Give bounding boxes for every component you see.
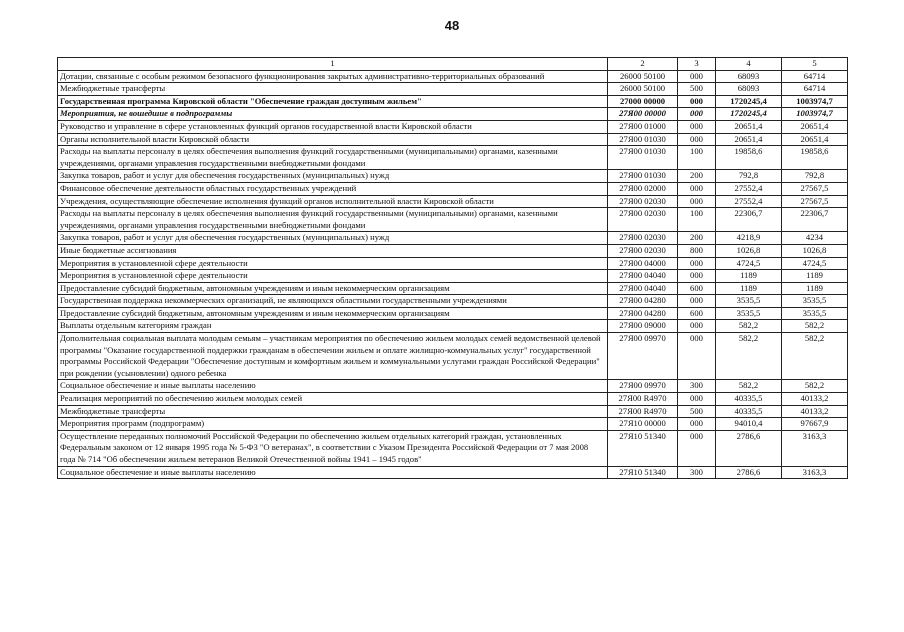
row-name: Расходы на выплаты персоналу в целях обеспечения выполнения функций государственными (муниципальными) органами, казенными учреждениями, органами управления государственными внебюджетными фондами [58, 146, 608, 170]
row-code: 27Я00 04040 [608, 282, 678, 295]
row-value-col4: 1720245,4 [716, 108, 782, 121]
row-value-col4: 22306,7 [716, 208, 782, 232]
row-value-col5: 582,2 [782, 380, 848, 393]
table-row [58, 320, 848, 333]
row-value-col4: 27552,4 [716, 195, 782, 208]
row-name: Дополнительная социальная выплата молодым семьям – участникам мероприятия по обеспечению жильем молодых семей ведомственной целевой программы "Оказание государственной поддержки гражданам в обеспечении жильем и оплате жилищно-коммунальных услуг" государственной программы Российской Федерации "Обеспечение доступным и комфортным жильем и коммунальными услугами граждан Российской Федерации" при рождении (усыновлении) одного ребенка [58, 333, 608, 380]
row-name: Выплаты отдельным категориям граждан [58, 320, 608, 333]
row-name: Закупка товаров, работ и услуг для обеспечения государственных (муниципальных) нужд [58, 170, 608, 183]
row-value-col4: 1189 [716, 270, 782, 283]
table-row [58, 270, 848, 283]
header-col-2: 2 [608, 58, 678, 71]
row-value-col5: 20651,4 [782, 120, 848, 133]
row-value-col4: 20651,4 [716, 133, 782, 146]
row-expense-type: 000 [678, 95, 716, 108]
row-code: 27Я00 01000 [608, 120, 678, 133]
row-expense-type: 000 [678, 182, 716, 195]
row-value-col5: 3535,5 [782, 295, 848, 308]
row-expense-type: 000 [678, 120, 716, 133]
row-expense-type: 300 [678, 380, 716, 393]
table-row [58, 418, 848, 431]
table-row [58, 108, 848, 121]
table-row [58, 182, 848, 195]
row-name: Финансовое обеспечение деятельности областных государственных учреждений [58, 182, 608, 195]
header-col-1: 1 [58, 58, 608, 71]
table-row [58, 295, 848, 308]
table-row [58, 244, 848, 257]
row-value-col5: 3535,5 [782, 307, 848, 320]
row-name: Дотации, связанные с особым режимом безопасного функционирования закрытых административно-территориальных образований [58, 70, 608, 83]
row-expense-type: 000 [678, 133, 716, 146]
row-value-col4: 1189 [716, 282, 782, 295]
row-value-col4: 20651,4 [716, 120, 782, 133]
table-row [58, 133, 848, 146]
table-row [58, 208, 848, 232]
row-name: Предоставление субсидий бюджетным, автономным учреждениям и иным некоммерческим организациям [58, 282, 608, 295]
row-name: Осуществление переданных полномочий Российской Федерации по обеспечению жильем отдельных категорий граждан, установленных Федеральным законом от 12 января 1995 года № 5-ФЗ "О ветеранах", в соответствии с Указом Президента Российской Федерации от 7 мая 2008 года № 714 "Об обеспечении жильем ветеранов Великой Отечественной войны 1941 – 1945 годов" [58, 430, 608, 466]
table-header-row [58, 58, 848, 71]
row-expense-type: 000 [678, 257, 716, 270]
row-expense-type: 200 [678, 232, 716, 245]
row-name: Закупка товаров, работ и услуг для обеспечения государственных (муниципальных) нужд [58, 232, 608, 245]
row-value-col5: 1026,8 [782, 244, 848, 257]
row-value-col5: 40133,2 [782, 405, 848, 418]
row-value-col4: 1026,8 [716, 244, 782, 257]
row-value-col5: 1189 [782, 282, 848, 295]
table-row [58, 95, 848, 108]
table-row [58, 282, 848, 295]
table-row [58, 146, 848, 170]
row-value-col4: 792,8 [716, 170, 782, 183]
row-name: Мероприятия программ (подпрограмм) [58, 418, 608, 431]
row-expense-type: 200 [678, 170, 716, 183]
row-code: 27Я00 04280 [608, 307, 678, 320]
row-value-col5: 40133,2 [782, 393, 848, 406]
row-value-col4: 4724,5 [716, 257, 782, 270]
row-code: 27Я10 51340 [608, 430, 678, 466]
row-name: Социальное обеспечение и иные выплаты населению [58, 380, 608, 393]
row-code: 27Я00 R4970 [608, 393, 678, 406]
row-code: 27Я00 02000 [608, 182, 678, 195]
row-code: 26000 50100 [608, 83, 678, 96]
row-name: Учреждения, осуществляющие обеспечение исполнения функций органов исполнительной власти Кировской области [58, 195, 608, 208]
row-name: Предоставление субсидий бюджетным, автономным учреждениям и иным некоммерческим организациям [58, 307, 608, 320]
table-row [58, 466, 848, 479]
row-value-col5: 20651,4 [782, 133, 848, 146]
row-value-col5: 27567,5 [782, 195, 848, 208]
row-value-col4: 582,2 [716, 320, 782, 333]
row-expense-type: 000 [678, 333, 716, 380]
row-value-col4: 94010,4 [716, 418, 782, 431]
row-code: 27Я00 01030 [608, 146, 678, 170]
row-name: Иные бюджетные ассигнования [58, 244, 608, 257]
table-row [58, 232, 848, 245]
row-code: 27Я00 04280 [608, 295, 678, 308]
row-value-col5: 582,2 [782, 320, 848, 333]
page-number: 48 [444, 18, 460, 33]
row-value-col4: 3535,5 [716, 307, 782, 320]
table-row [58, 333, 848, 380]
row-code: 27Я00 02030 [608, 244, 678, 257]
row-code: 27Я00 R4970 [608, 405, 678, 418]
header-col-5: 5 [782, 58, 848, 71]
table-row [58, 70, 848, 83]
row-value-col5: 64714 [782, 70, 848, 83]
row-expense-type: 100 [678, 146, 716, 170]
row-expense-type: 500 [678, 83, 716, 96]
table-row [58, 83, 848, 96]
row-expense-type: 000 [678, 70, 716, 83]
table-row [58, 380, 848, 393]
row-code: 27Я00 09970 [608, 333, 678, 380]
row-expense-type: 500 [678, 405, 716, 418]
header-col-3: 3 [678, 58, 716, 71]
table-row [58, 307, 848, 320]
row-name: Межбюджетные трансферты [58, 405, 608, 418]
header-col-4: 4 [716, 58, 782, 71]
row-value-col5: 97667,9 [782, 418, 848, 431]
row-name: Мероприятия, не вошедшие в подпрограммы [58, 108, 608, 121]
table-row [58, 393, 848, 406]
row-expense-type: 000 [678, 393, 716, 406]
row-name: Межбюджетные трансферты [58, 83, 608, 96]
row-value-col5: 4724,5 [782, 257, 848, 270]
row-value-col4: 27552,4 [716, 182, 782, 195]
row-code: 26000 50100 [608, 70, 678, 83]
table-row [58, 405, 848, 418]
row-value-col4: 582,2 [716, 333, 782, 380]
row-name: Государственная программа Кировской области "Обеспечение граждан доступным жильем" [58, 95, 608, 108]
row-name: Государственная поддержка некоммерческих организаций, не являющихся областными государственными учреждениями [58, 295, 608, 308]
row-expense-type: 000 [678, 418, 716, 431]
row-name: Мероприятия в установленной сфере деятельности [58, 270, 608, 283]
row-value-col5: 3163,3 [782, 466, 848, 479]
row-value-col4: 4218,9 [716, 232, 782, 245]
row-code: 27Я10 51340 [608, 466, 678, 479]
row-code: 27Я00 02030 [608, 208, 678, 232]
row-expense-type: 300 [678, 466, 716, 479]
row-code: 27Я00 02030 [608, 195, 678, 208]
row-name: Расходы на выплаты персоналу в целях обеспечения выполнения функций государственными (муниципальными) органами, казенными учреждениями, органами управления государственными внебюджетными фондами [58, 208, 608, 232]
row-expense-type: 000 [678, 295, 716, 308]
row-code: 27Я00 01030 [608, 133, 678, 146]
table-row [58, 257, 848, 270]
row-code: 27Я00 04000 [608, 257, 678, 270]
row-value-col5: 1003974,7 [782, 95, 848, 108]
row-name: Мероприятия в установленной сфере деятельности [58, 257, 608, 270]
row-name: Реализация мероприятий по обеспечению жильем молодых семей [58, 393, 608, 406]
row-code: 27Я00 09970 [608, 380, 678, 393]
row-value-col5: 1003974,7 [782, 108, 848, 121]
row-value-col5: 19858,6 [782, 146, 848, 170]
table-row [58, 430, 848, 466]
row-value-col5: 582,2 [782, 333, 848, 380]
row-value-col4: 582,2 [716, 380, 782, 393]
row-value-col4: 40335,5 [716, 405, 782, 418]
row-value-col5: 27567,5 [782, 182, 848, 195]
row-value-col4: 68093 [716, 83, 782, 96]
row-code: 27Я00 01030 [608, 170, 678, 183]
row-value-col4: 1720245,4 [716, 95, 782, 108]
row-expense-type: 000 [678, 430, 716, 466]
row-code: 27Я00 00000 [608, 108, 678, 121]
row-code: 27000 00000 [608, 95, 678, 108]
row-value-col5: 792,8 [782, 170, 848, 183]
row-name: Социальное обеспечение и иные выплаты населению [58, 466, 608, 479]
row-value-col5: 1189 [782, 270, 848, 283]
row-value-col4: 19858,6 [716, 146, 782, 170]
row-value-col4: 2786,6 [716, 430, 782, 466]
row-value-col5: 4234 [782, 232, 848, 245]
row-code: 27Я10 00000 [608, 418, 678, 431]
row-name: Руководство и управление в сфере установленных функций органов государственной власти Кировской области [58, 120, 608, 133]
row-code: 27Я00 09000 [608, 320, 678, 333]
table-row [58, 120, 848, 133]
row-value-col4: 40335,5 [716, 393, 782, 406]
row-value-col4: 68093 [716, 70, 782, 83]
row-expense-type: 600 [678, 282, 716, 295]
row-expense-type: 000 [678, 270, 716, 283]
row-name: Органы исполнительной власти Кировской области [58, 133, 608, 146]
table-row [58, 195, 848, 208]
row-code: 27Я00 02030 [608, 232, 678, 245]
row-expense-type: 000 [678, 195, 716, 208]
row-expense-type: 100 [678, 208, 716, 232]
row-value-col5: 64714 [782, 83, 848, 96]
table-row [58, 170, 848, 183]
row-value-col4: 2786,6 [716, 466, 782, 479]
row-expense-type: 800 [678, 244, 716, 257]
row-expense-type: 600 [678, 307, 716, 320]
row-value-col4: 3535,5 [716, 295, 782, 308]
row-expense-type: 000 [678, 108, 716, 121]
budget-table [57, 57, 848, 479]
row-value-col5: 22306,7 [782, 208, 848, 232]
row-value-col5: 3163,3 [782, 430, 848, 466]
row-code: 27Я00 04040 [608, 270, 678, 283]
row-expense-type: 000 [678, 320, 716, 333]
